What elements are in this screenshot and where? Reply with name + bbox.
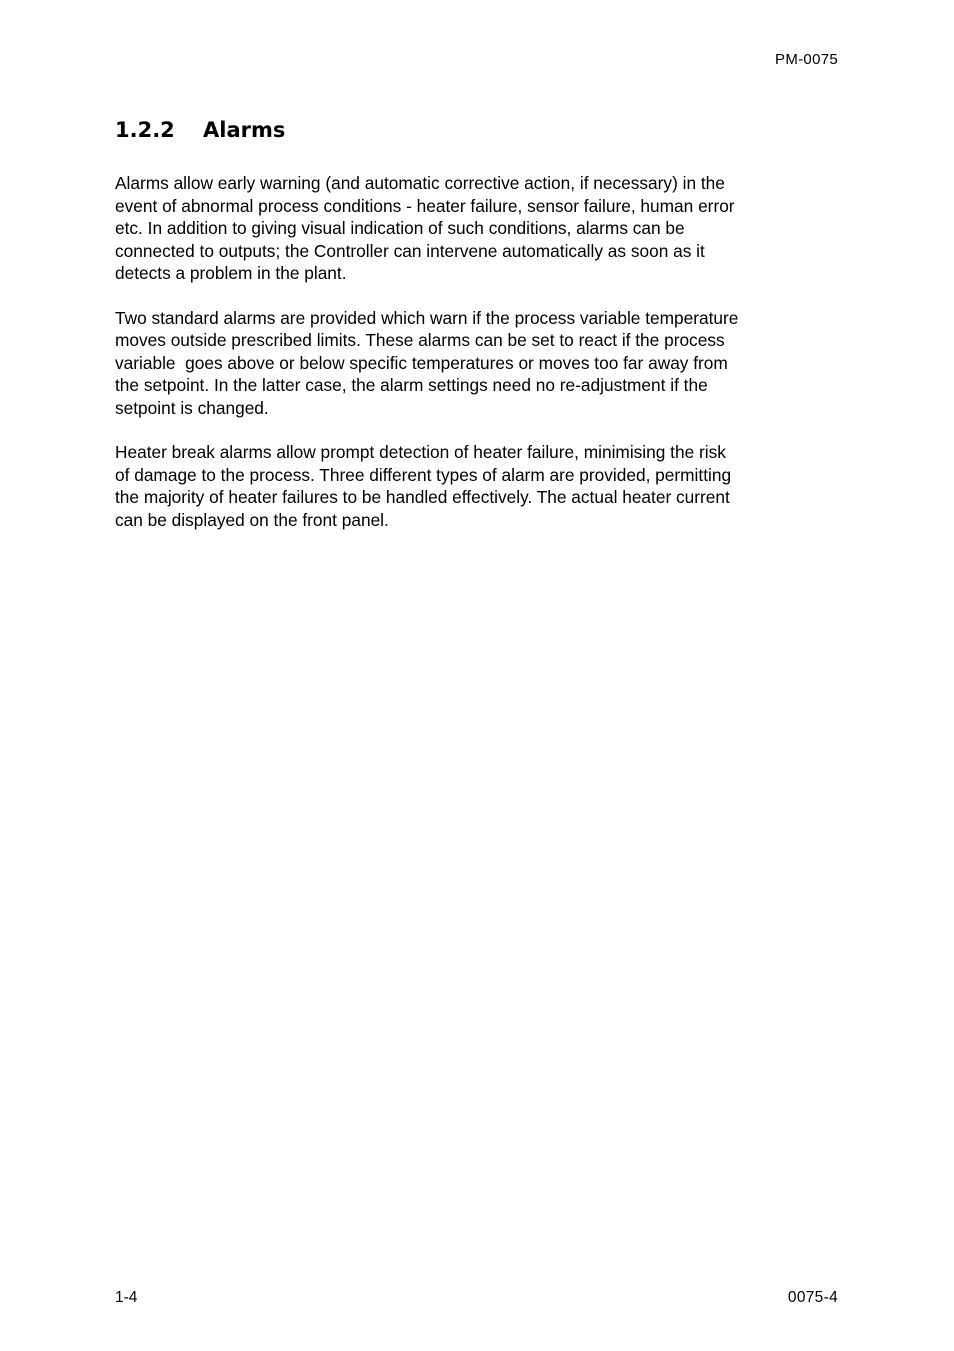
document-reference: 0075-4 [787, 1289, 838, 1306]
body-text [115, 172, 843, 553]
paragraph-standard-alarms: Two standard alarms are provided which warn if the process variable temperature moves outside prescribed limits. These alarms can be set to react if the process variable goes above or below specific temperatures or moves too far away from the setpoint. In the latter case, the alarm settings need no re-adjustment if the setpoint is changed. [115, 307, 739, 418]
paragraph-alarms-intro: Alarms allow early warning (and automatic corrective action, if necessary) in the event of abnormal process conditions - heater failure, sensor failure, human error etc. In addition to giving visual indication of such conditions, alarms can be connected to outputs; the Controller can intervene automatically as soon as it detects a problem in the plant. [115, 173, 735, 283]
paragraph-heater-break-alarms: Heater break alarms allow prompt detection of heater failure, minimising the risk of damage to the process. Three different types of alarm are provided, permitting the majority of heater failures to be handled effectively. The actual heater current can be displayed on the front panel. [115, 442, 732, 530]
section-heading [115, 118, 285, 142]
document-code: PM-0075 [775, 51, 838, 68]
section-title: Alarms [203, 118, 286, 142]
page-number: 1-4 [115, 1289, 138, 1306]
section-number: 1.2.2 [115, 118, 175, 142]
